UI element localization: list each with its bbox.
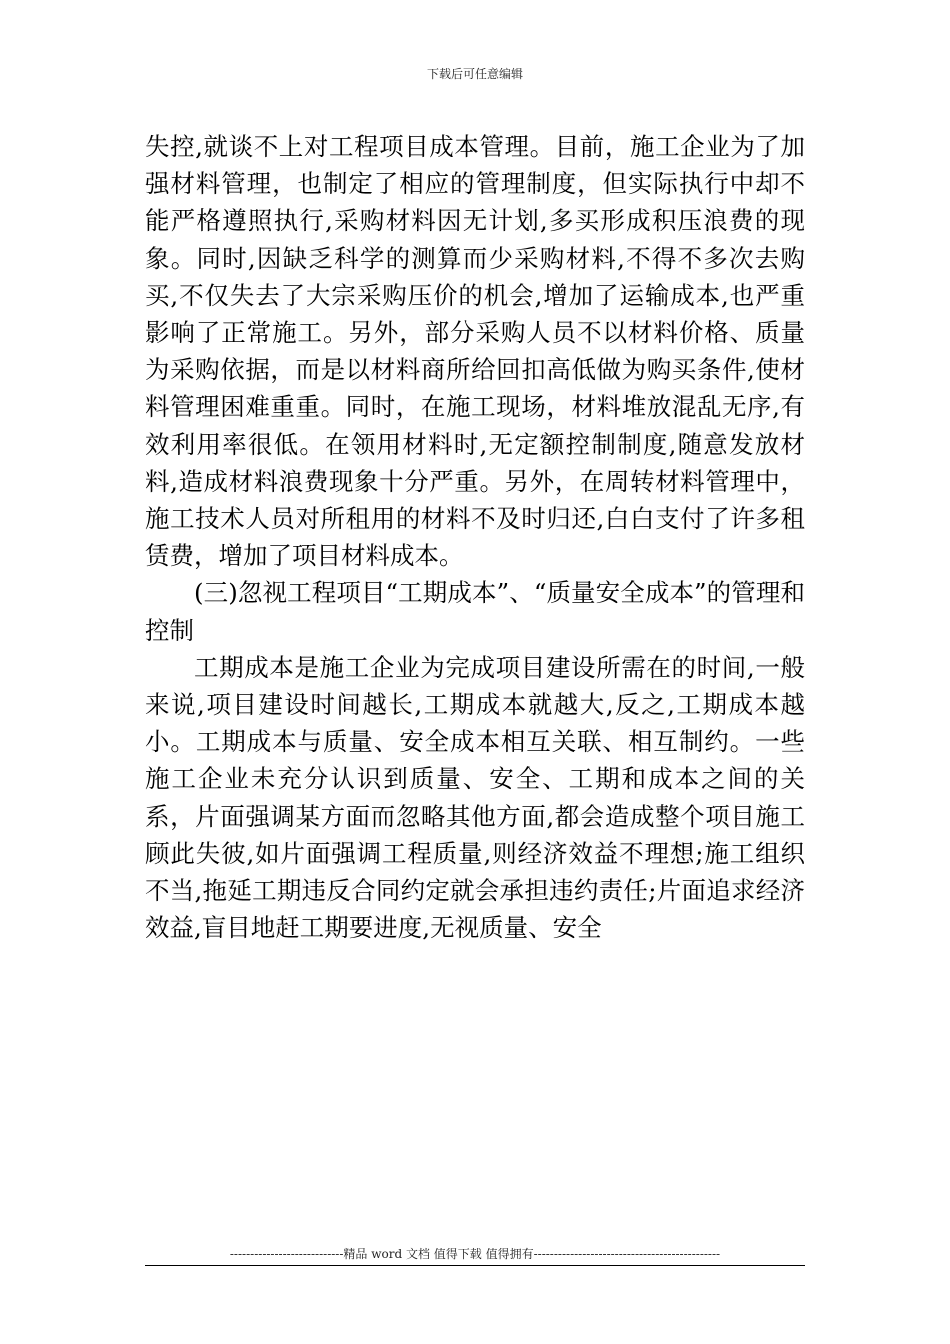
page-header: 下载后可任意编辑 [426,67,523,81]
footer-divider [145,1265,805,1266]
page-footer: ----------------------------精品 word 文档 值得下载 值得拥有---------------------------------------------- [229,1247,721,1261]
document-body [145,128,805,946]
paragraph-schedule-cost: 工期成本是施工企业为完成项目建设所需在的时间,一般来说,项目建设时间越长,工期成本就越大,反之,工期成本越小。工期成本与质量、安全成本相互关联、相互制约。一些施工企业未充分认识到质量、安全、工期和成本之间的关系，片面强调某方面而忽略其他方面,都会造成整个项目施工顾此失彼,如片面强调工程质量,则经济效益不理想;施工组织不当,拖延工期违反合同约定就会承担违约责任;片面追求经济效益,盲目地赶工期要进度,无视质量、安全 [145,652,805,943]
paragraph-material-management: 失控,就谈不上对工程项目成本管理。目前，施工企业为了加强材料管理，也制定了相应的管理制度，但实际执行中却不能严格遵照执行,采购材料因无计划,多买形成积压浪费的现象。同时,因缺乏科学的测算而少采购材料,不得不多次去购买,不仅失去了大宗采购压价的机会,增加了运输成本,也严重影响了正常施工。另外，部分采购人员不以材料价格、质量为采购依据，而是以材料商所给回扣高低做为购买条件,使材料管理困难重重。同时，在施工现场，材料堆放混乱无序,有效利用率很低。在领用材料时,无定额控制制度,随意发放材料,造成材料浪费现象十分严重。另外，在周转材料管理中，施工技术人员对所租用的材料不及时归还,白白支付了许多租赁费，增加了项目材料成本。 [145,132,805,571]
section-heading-3: (三)忽视工程项目“工期成本”、“质量安全成本”的管理和控制 [145,578,805,645]
